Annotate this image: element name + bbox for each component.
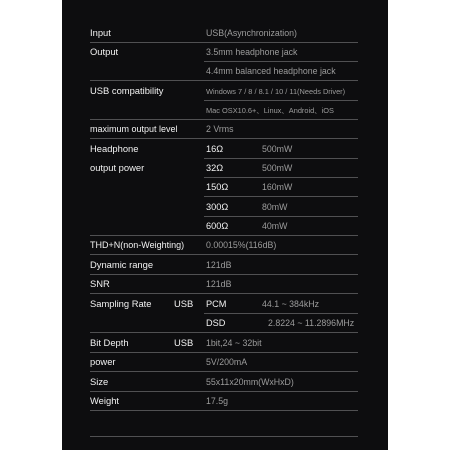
power-value: 80mW <box>262 202 288 212</box>
spec-label: maximum output level <box>90 124 178 134</box>
spec-row-size <box>90 373 358 392</box>
spec-label: Headphone <box>90 143 139 154</box>
spec-row-headphone-power <box>90 198 358 217</box>
spec-value: 1bit,24 ~ 32bit <box>206 338 262 348</box>
spec-label: Bit Depth <box>90 337 129 348</box>
spec-row-input <box>90 24 358 43</box>
spec-row-bit-depth <box>90 334 358 353</box>
spec-row-headphone-power <box>90 159 358 178</box>
spec-row-output <box>90 43 358 62</box>
spec-value: 121dB <box>206 260 232 270</box>
spec-value: 121dB <box>206 279 232 289</box>
format-label: PCM <box>206 299 227 309</box>
impedance-label: 16Ω <box>206 144 224 154</box>
spec-value: 5V/200mA <box>206 357 248 367</box>
spec-label: output power <box>90 162 145 173</box>
spec-value: 3.5mm headphone jack <box>206 47 298 57</box>
spec-value: USB(Asynchronization) <box>206 28 297 38</box>
spec-label: SNR <box>90 278 110 289</box>
spec-label: Weight <box>90 395 120 406</box>
spec-label: Dynamic range <box>90 259 154 270</box>
spec-value: 2 Vrms <box>206 124 234 134</box>
impedance-label: 300Ω <box>206 202 229 212</box>
spec-row-dynamic-range <box>90 256 358 275</box>
spec-value: 4.4mm balanced headphone jack <box>206 66 336 76</box>
spec-row-usb-compat-2 <box>90 101 358 120</box>
power-value: 500mW <box>262 163 293 173</box>
spec-row-headphone-power <box>90 140 358 159</box>
spec-row-headphone-power <box>90 217 358 236</box>
power-value: 500mW <box>262 144 293 154</box>
power-value: 160mW <box>262 182 293 192</box>
spec-row-thd <box>90 236 358 255</box>
spec-label: Sampling Rate <box>90 298 152 309</box>
interface-label: USB <box>174 337 194 348</box>
spec-label: THD+N(non-Weighting) <box>90 240 185 250</box>
power-value: 40mW <box>262 221 288 231</box>
spec-label: power <box>90 356 116 367</box>
spec-row-weight <box>90 392 358 411</box>
spec-value: Windows 7 / 8 / 8.1 / 10 / 11(Needs Driver) <box>206 87 346 96</box>
divider <box>90 436 358 437</box>
spec-label: USB compatibility <box>90 85 164 96</box>
format-value: 44.1 ~ 384kHz <box>262 299 319 309</box>
impedance-label: 32Ω <box>206 163 224 173</box>
spec-row-sampling-rate <box>90 295 358 314</box>
interface-label: USB <box>174 298 194 309</box>
spec-value: Mac OSX10.6+、Linux、Android、iOS <box>206 106 334 115</box>
spec-row-output-2 <box>90 62 358 81</box>
spec-label: Size <box>90 376 109 387</box>
spec-value: 0.00015%(116dB) <box>206 240 277 250</box>
spec-row-usb-compat <box>90 82 358 101</box>
format-value: 2.8224 ~ 11.2896MHz <box>268 318 355 328</box>
spec-value: 55x11x20mm(WxHxD) <box>206 377 294 387</box>
impedance-label: 150Ω <box>206 182 229 192</box>
spec-label: Output <box>90 46 119 57</box>
impedance-label: 600Ω <box>206 221 229 231</box>
spec-row-snr <box>90 275 358 294</box>
spec-value: 17.5g <box>206 396 229 406</box>
spec-label: Input <box>90 27 111 38</box>
format-label: DSD <box>206 318 226 328</box>
spec-row-sampling-rate-dsd <box>90 314 358 333</box>
spec-row-headphone-power <box>90 178 358 197</box>
spec-row-power <box>90 353 358 372</box>
spec-row-max-output <box>90 120 358 139</box>
